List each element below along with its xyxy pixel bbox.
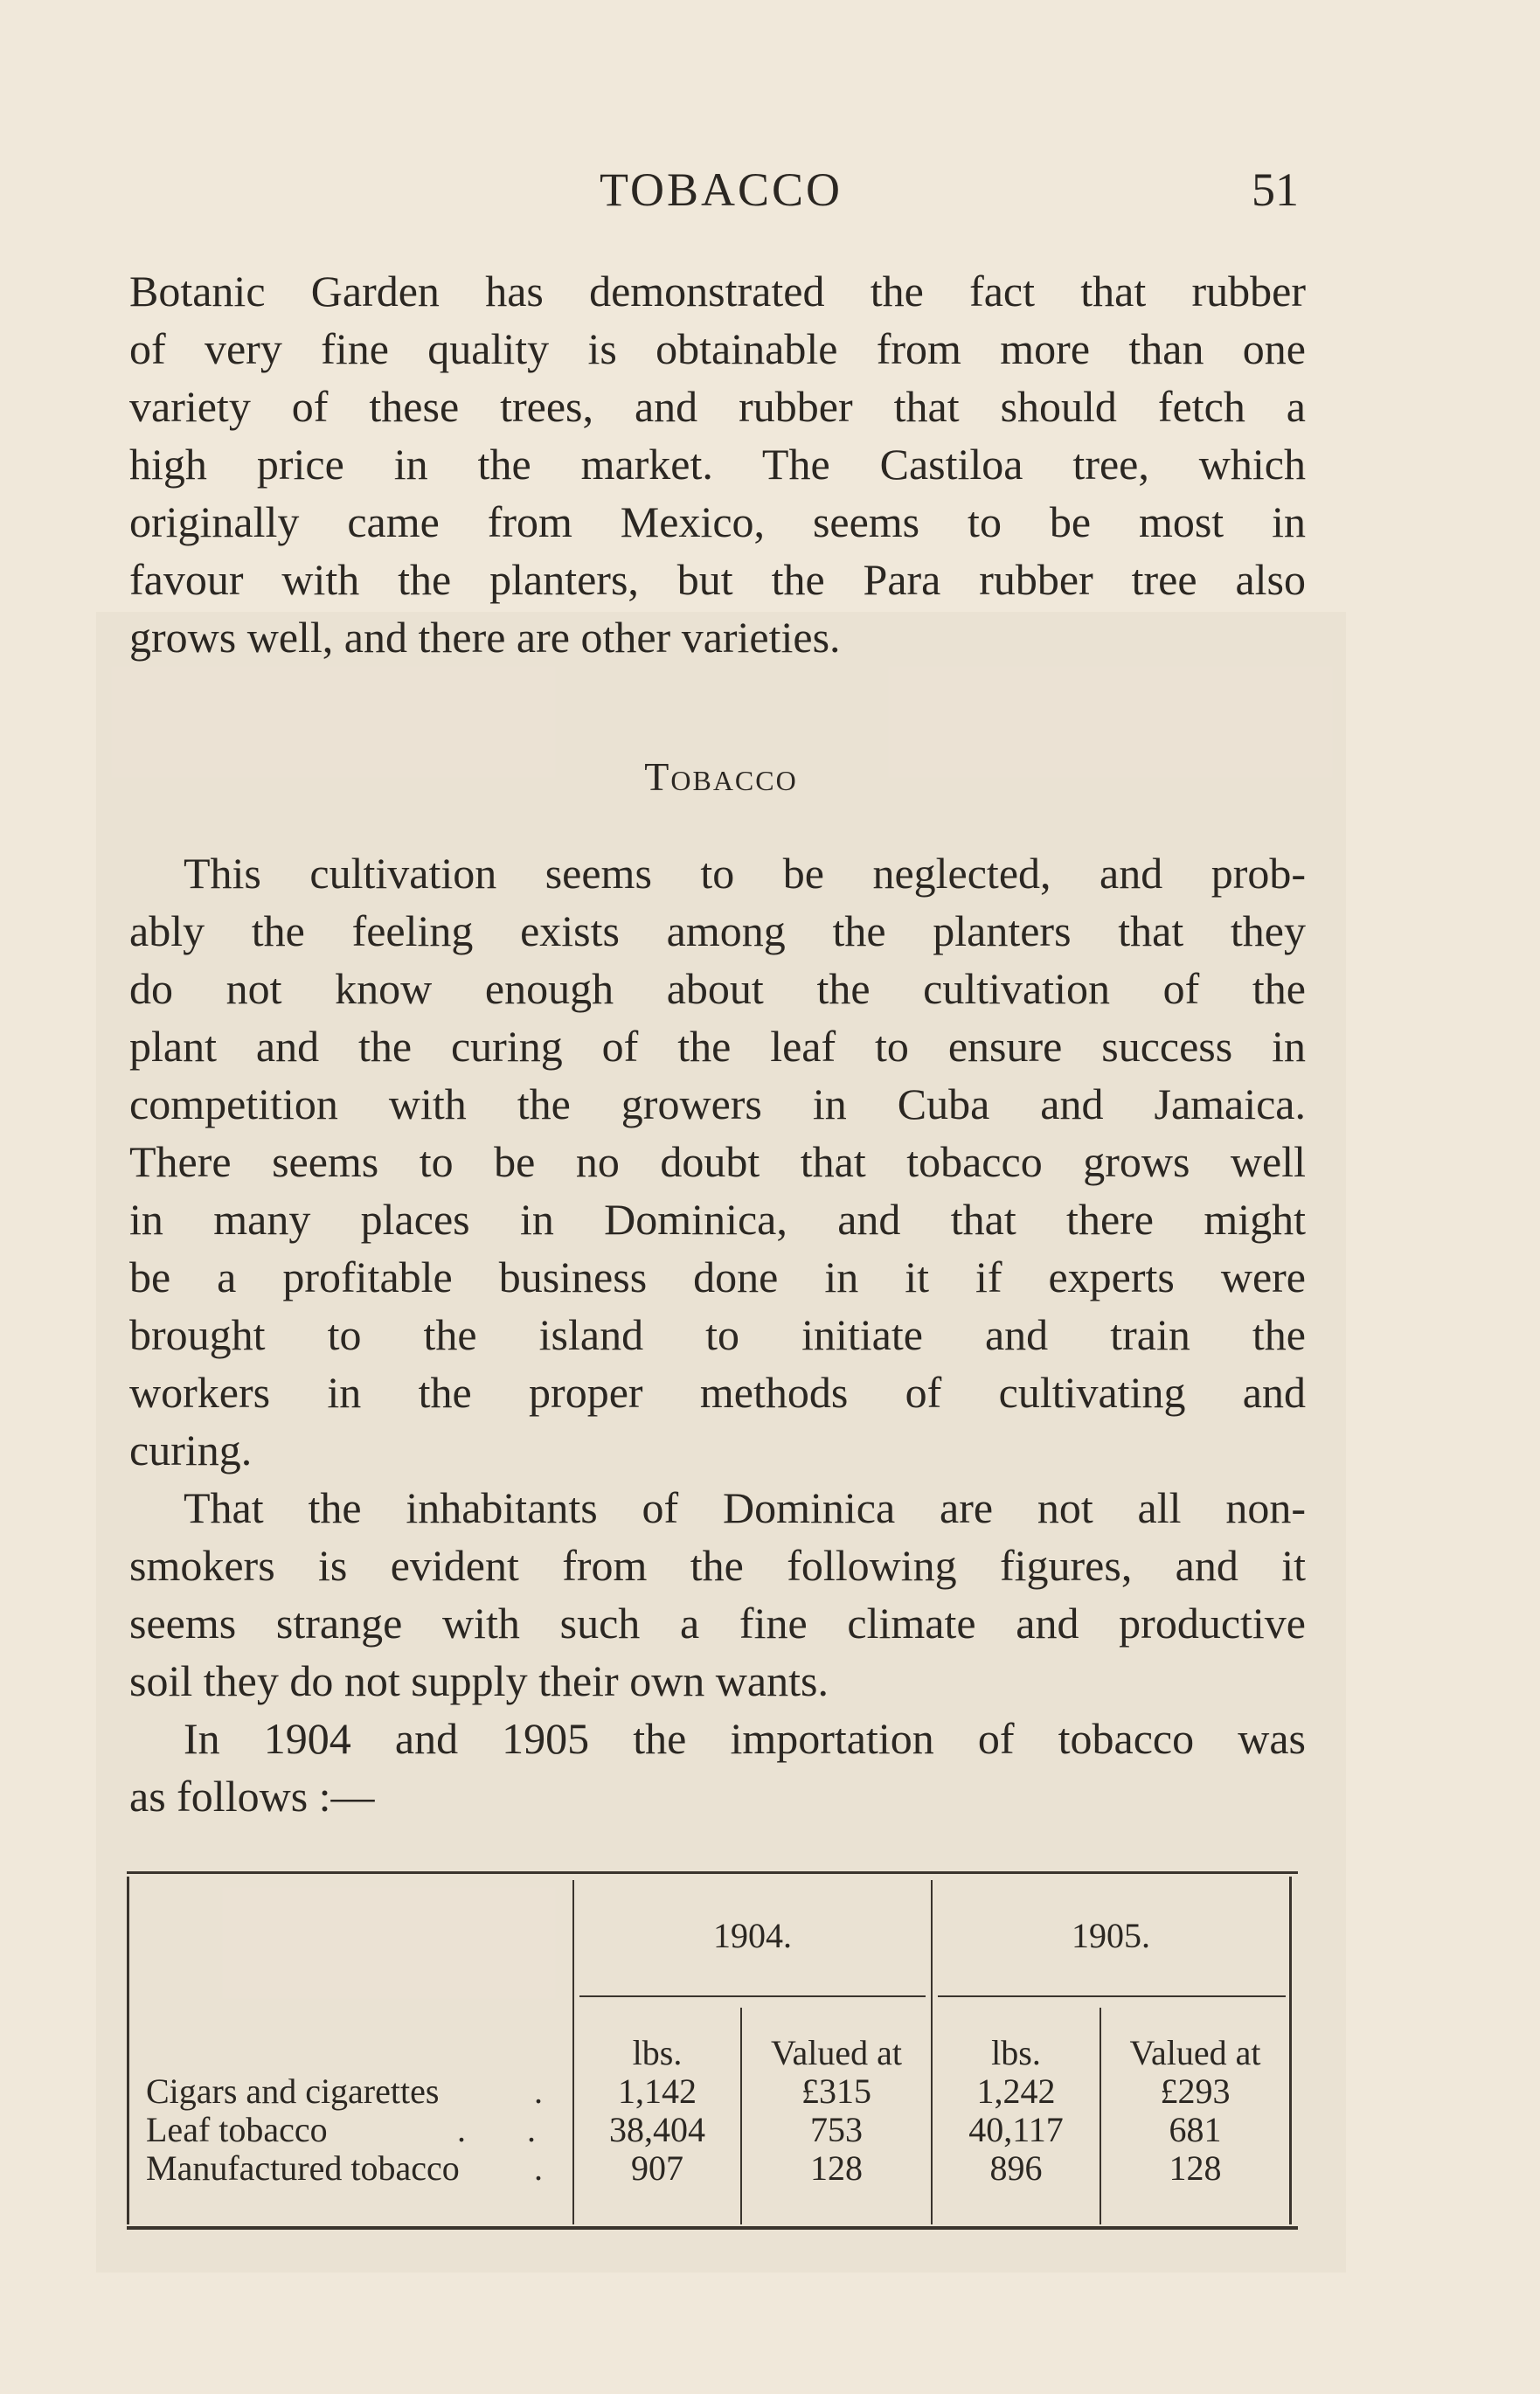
paragraph-smokers xyxy=(129,1479,1306,1710)
cell-lbs-1905: 40,117 xyxy=(968,2110,1064,2149)
cell-lbs-1905: 1,242 xyxy=(976,2071,1056,2111)
year-header-1905: 1905. xyxy=(1072,1916,1150,1955)
text-line: seems strange with such a fine climate and productive xyxy=(129,1599,1306,1648)
cell-value-1904: £315 xyxy=(801,2071,871,2111)
table-bottom-rule xyxy=(127,2226,1298,2230)
text-line: as follows :— xyxy=(129,1772,375,1821)
paragraph-rubber xyxy=(129,262,1306,666)
paragraph-importation xyxy=(129,1710,1306,1825)
table-subheader-rule-1905 xyxy=(938,1995,1286,1997)
text-line: This cultivation seems to be neglected, and prob- xyxy=(184,849,1306,898)
cell-value-1905: 681 xyxy=(1169,2110,1222,2149)
text-line: In 1904 and 1905 the importation of tobacco was xyxy=(184,1714,1306,1763)
text-line: plant and the curing of the leaf to ensure success in xyxy=(129,1022,1306,1071)
subheader-value-1905: Valued at xyxy=(1129,2033,1261,2072)
page-number: 51 xyxy=(1252,163,1299,216)
text-line: brought to the island to initiate and train the xyxy=(129,1310,1306,1359)
text-line: soil they do not supply their own wants. xyxy=(129,1656,829,1705)
text-line: variety of these trees, and rubber that should fetch a xyxy=(129,382,1306,431)
text-line: high price in the market. The Castiloa tree, which xyxy=(129,440,1306,489)
cell-value-1905: £293 xyxy=(1160,2071,1231,2111)
text-line: There seems to be no doubt that tobacco grows well xyxy=(129,1137,1306,1186)
subheader-lbs-1904: lbs. xyxy=(632,2033,683,2072)
text-line: in many places in Dominica, and that there might xyxy=(129,1195,1306,1244)
cell-value-1905: 128 xyxy=(1169,2148,1222,2188)
subheader-value-1904: Valued at xyxy=(771,2033,902,2072)
text-line: competition with the growers in Cuba and Jamaica. xyxy=(129,1079,1306,1128)
running-title: TOBACCO xyxy=(599,163,843,216)
paragraph-tobacco-cultivation xyxy=(129,844,1306,1479)
cell-value-1904: 128 xyxy=(810,2148,863,2188)
text-line: do not know enough about the cultivation of the xyxy=(129,964,1306,1013)
text-line: originally came from Mexico, seems to be most in xyxy=(129,497,1306,546)
text-line: of very fine quality is obtainable from more than one xyxy=(129,324,1306,373)
text-line: ably the feeling exists among the planters that they xyxy=(129,906,1306,955)
cell-value-1904: 753 xyxy=(810,2110,863,2149)
text-line: favour with the planters, but the Para rubber tree also xyxy=(129,555,1306,604)
cell-lbs-1904: 38,404 xyxy=(609,2110,705,2149)
cell-lbs-1904: 907 xyxy=(631,2148,683,2188)
section-heading: Tobacco xyxy=(644,754,798,799)
text-line: That the inhabitants of Dominica are not all non- xyxy=(184,1483,1306,1532)
table-left-border xyxy=(127,1877,129,2224)
import-table xyxy=(127,1866,1298,2233)
table-subheader-rule-1904 xyxy=(579,1995,926,1997)
year-header-1904: 1904. xyxy=(713,1916,792,1955)
text-line: grows well, and there are other varieties. xyxy=(129,613,841,662)
text-line: workers in the proper methods of cultivating and xyxy=(129,1368,1306,1417)
row-leader-dots: . . xyxy=(457,2110,562,2149)
text-line: be a profitable business done in it if experts were xyxy=(129,1253,1306,1301)
text-line: curing. xyxy=(129,1426,253,1475)
row-label: Leaf tobacco xyxy=(146,2110,328,2149)
row-label: Cigars and cigarettes xyxy=(146,2071,440,2111)
cell-lbs-1905: 896 xyxy=(989,2148,1043,2188)
table-top-rule xyxy=(127,1871,1298,1874)
row-label: Manufactured tobacco xyxy=(146,2148,460,2188)
row-leader-dots: . xyxy=(534,2071,543,2111)
subheader-lbs-1905: lbs. xyxy=(991,2033,1041,2072)
text-line: Botanic Garden has demonstrated the fact that rubber xyxy=(129,267,1306,316)
row-leader-dots: . xyxy=(534,2148,543,2188)
cell-lbs-1904: 1,142 xyxy=(618,2071,697,2111)
text-line: smokers is evident from the following figures, and it xyxy=(129,1541,1306,1590)
table-right-border xyxy=(1289,1877,1292,2224)
page-header xyxy=(0,156,1540,234)
